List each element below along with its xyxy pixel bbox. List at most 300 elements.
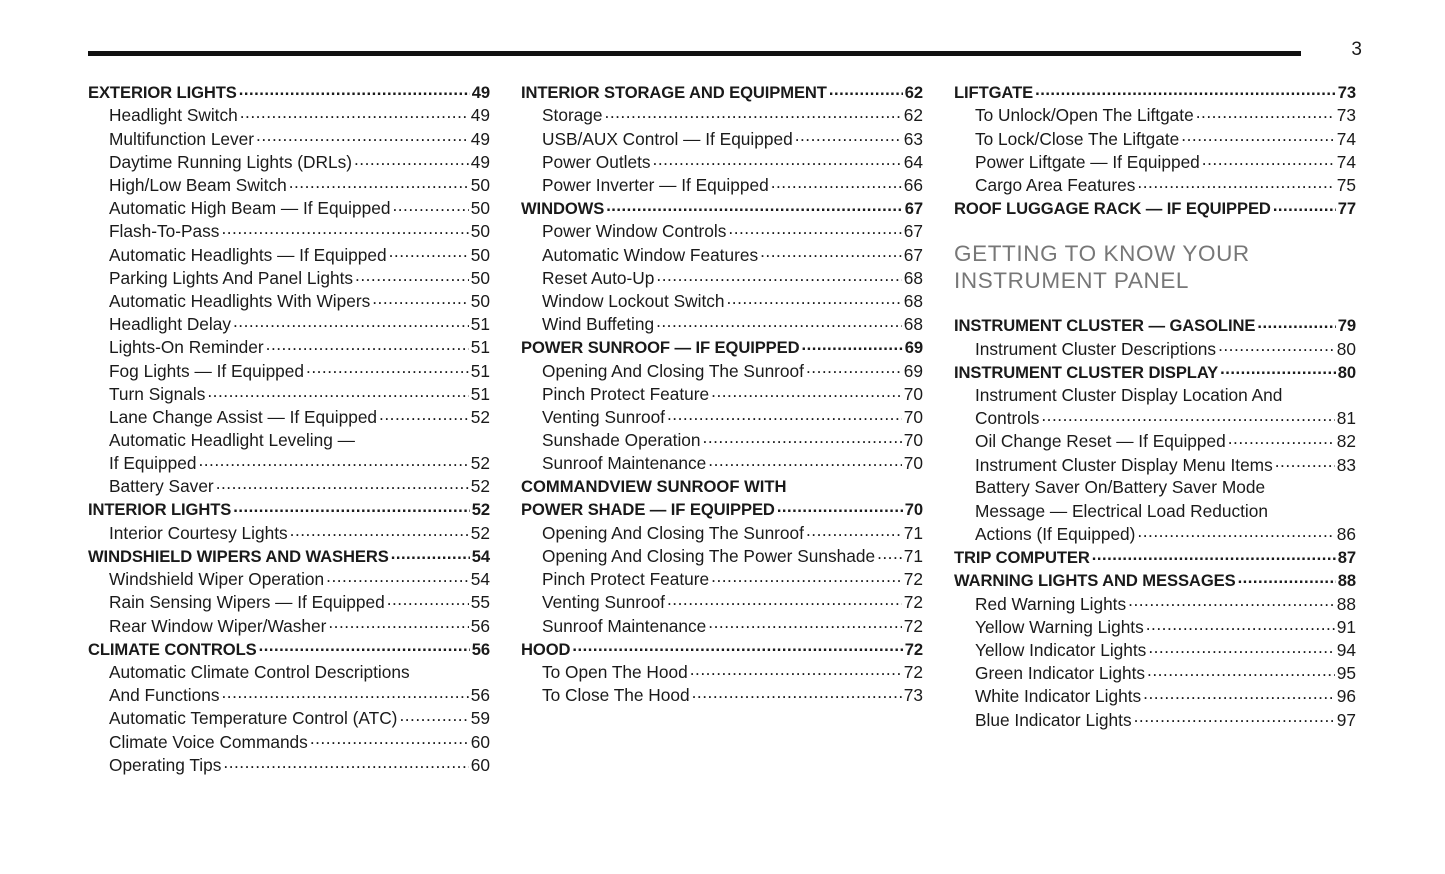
toc-entry-page: 51 (470, 360, 490, 381)
toc-subsection-link[interactable] (521, 243, 923, 266)
toc-subsection-link[interactable] (88, 197, 490, 220)
dot-leader (656, 313, 902, 330)
toc-entry (521, 243, 923, 266)
toc-entry-title: Operating Tips (109, 754, 222, 775)
toc-entry-title: Power Outlets (542, 151, 651, 172)
toc-subsection-link[interactable] (954, 151, 1356, 174)
toc-entry (521, 591, 923, 614)
dot-leader (387, 591, 469, 608)
toc-subsection-link[interactable] (88, 359, 490, 382)
toc-subsection-link[interactable] (88, 104, 490, 127)
toc-entry (521, 452, 923, 475)
toc-entry-page: 72 (903, 615, 923, 636)
section-heading-line: GETTING TO KNOW YOUR (954, 241, 1250, 267)
toc-subsection-link[interactable] (88, 382, 490, 405)
toc-entry-title: TRIP COMPUTER (954, 548, 1090, 567)
toc-entry-page: 51 (470, 314, 490, 335)
toc-entry-page: 73 (1337, 83, 1356, 102)
toc-subsection-link[interactable] (521, 313, 923, 336)
dot-leader (239, 81, 470, 98)
toc-entry-title: Fog Lights — If Equipped (109, 360, 305, 381)
toc-subsection-link[interactable] (88, 290, 490, 313)
toc-entry-page: 62 (904, 83, 923, 102)
dot-leader (290, 522, 469, 539)
toc-subsection-link[interactable] (954, 453, 1356, 476)
toc-entry (521, 313, 923, 336)
toc-subsection-link[interactable] (521, 429, 923, 452)
toc-entry (88, 730, 490, 753)
dot-leader (1035, 81, 1336, 98)
toc-entry (521, 614, 923, 637)
toc-subsection-link[interactable] (88, 406, 490, 429)
dot-leader (1146, 616, 1335, 633)
toc-subsection-link[interactable] (954, 708, 1356, 731)
toc-entry (521, 684, 923, 707)
toc-entry-title: INTERIOR STORAGE AND EQUIPMENT (521, 83, 827, 102)
toc-entry-title: POWER SHADE — IF EQUIPPED (521, 500, 775, 520)
toc-entry (88, 545, 490, 568)
dot-leader (667, 406, 902, 423)
toc-entry (521, 382, 923, 405)
toc-subsection-link[interactable] (88, 614, 490, 637)
toc-entry-title: Rain Sensing Wipers — If Equipped (109, 592, 385, 613)
toc-subsection-link[interactable] (88, 753, 490, 776)
toc-column-1 (88, 81, 490, 777)
toc-entry-title: INTERIOR LIGHTS (88, 500, 232, 520)
toc-entry-title: Battery Saver (109, 476, 214, 497)
dot-leader (1196, 104, 1335, 121)
toc-subsection-link[interactable] (88, 174, 490, 197)
dot-leader (1273, 197, 1336, 214)
toc-subsection-link[interactable] (88, 730, 490, 753)
toc-subsection-link[interactable] (88, 661, 490, 707)
toc-entry-page: 51 (470, 337, 490, 358)
toc-entry (954, 708, 1356, 731)
toc-entry-page: 62 (903, 105, 923, 126)
toc-entry (954, 592, 1356, 615)
toc-section-link[interactable] (521, 475, 923, 521)
toc-entry (88, 452, 490, 475)
toc-subsection-link[interactable] (954, 174, 1356, 197)
toc-entry-title: Actions (If Equipped) (975, 524, 1136, 545)
toc-entry (521, 197, 923, 220)
toc-entry (521, 429, 923, 452)
dot-leader (1148, 639, 1334, 656)
dot-leader (392, 197, 468, 214)
toc-entry (88, 475, 490, 498)
toc-entry-title: Reset Auto-Up (542, 267, 655, 288)
toc-subsection-link[interactable] (88, 429, 490, 475)
toc-entry-page: 56 (471, 639, 490, 659)
toc-entry-title-line: Automatic Climate Control Descriptions (109, 661, 410, 682)
toc-column-3 (954, 81, 1356, 732)
dot-leader (391, 545, 470, 562)
toc-entry-title: LIFTGATE (954, 83, 1034, 102)
toc-entry-page: 70 (904, 500, 923, 520)
toc-entry-page: 72 (903, 569, 923, 590)
toc-section-link[interactable] (88, 498, 490, 521)
toc-entry-title: Interior Courtesy Lights (109, 522, 288, 543)
toc-entry (954, 81, 1356, 104)
toc-section-link[interactable] (521, 197, 923, 220)
toc-entry (88, 336, 490, 359)
toc-subsection-link[interactable] (521, 545, 923, 568)
toc-entry-page: 70 (903, 430, 923, 451)
toc-subsection-link[interactable] (88, 127, 490, 150)
toc-entry-page: 73 (903, 685, 923, 706)
toc-entry-title: To Open The Hood (542, 661, 688, 682)
toc-entry (521, 498, 923, 521)
toc-entry (954, 546, 1356, 569)
toc-entry-title-line: Battery Saver On/Battery Saver Mode (975, 477, 1266, 498)
toc-entry-title: Opening And Closing The Sunroof (542, 360, 804, 381)
toc-entry-title: Lights-On Reminder (109, 337, 264, 358)
dot-leader (1275, 453, 1335, 470)
toc-entry (954, 639, 1356, 662)
toc-entry (954, 616, 1356, 639)
toc-entry-title: Storage (542, 105, 603, 126)
toc-entry-title: WINDOWS (521, 198, 605, 218)
toc-entry-page: 52 (470, 522, 490, 543)
toc-subsection-link[interactable] (954, 384, 1356, 430)
dot-leader (1092, 546, 1336, 563)
toc-entry-page: 82 (1336, 431, 1356, 452)
toc-entry-page: 52 (471, 500, 490, 520)
dot-leader (328, 614, 468, 631)
toc-entry-title: Blue Indicator Lights (975, 709, 1132, 730)
toc-entry-title: Flash-To-Pass (109, 221, 220, 242)
toc-section-link[interactable] (954, 81, 1356, 104)
toc-subsection-link[interactable] (88, 313, 490, 336)
toc-entry (954, 337, 1356, 360)
toc-entry (954, 127, 1356, 150)
dot-leader (233, 499, 470, 516)
dot-leader (1137, 523, 1334, 540)
toc-entry-page: 60 (470, 754, 490, 775)
toc-entry-title: Venting Sunroof (542, 592, 665, 613)
dot-leader (572, 638, 902, 655)
dot-leader (198, 452, 468, 469)
toc-entry-page: 70 (903, 383, 923, 404)
toc-entry-title: Wind Buffeting (542, 314, 655, 335)
toc-entry-page: 50 (470, 290, 490, 311)
toc-subsection-link[interactable] (88, 707, 490, 730)
toc-subsection-link[interactable] (521, 220, 923, 243)
dot-leader (606, 197, 903, 214)
toc-entry-title: INSTRUMENT CLUSTER DISPLAY (954, 362, 1219, 382)
dot-leader (605, 104, 902, 121)
toc-entry (521, 638, 923, 661)
toc-subsection-link[interactable] (954, 685, 1356, 708)
toc-entry-title: Rear Window Wiper/Washer (109, 615, 327, 636)
toc-entry-title: Controls (975, 408, 1040, 429)
toc-subsection-link[interactable] (954, 592, 1356, 615)
dot-leader (1041, 407, 1334, 424)
toc-subsection-link[interactable] (521, 614, 923, 637)
toc-section-link[interactable] (88, 545, 490, 568)
toc-section-link[interactable] (954, 361, 1356, 384)
toc-section-link[interactable] (954, 546, 1356, 569)
toc-entry (521, 522, 923, 545)
toc-entry (954, 430, 1356, 453)
dot-leader (711, 568, 902, 585)
toc-entry (954, 453, 1356, 476)
toc-entry-title: Oil Change Reset — If Equipped (975, 431, 1226, 452)
toc-subsection-link[interactable] (954, 639, 1356, 662)
toc-entry-title: Headlight Switch (109, 105, 238, 126)
toc-subsection-link[interactable] (521, 684, 923, 707)
toc-section-link[interactable] (521, 336, 923, 359)
toc-entry-page: 91 (1336, 616, 1356, 637)
toc-subsection-link[interactable] (521, 406, 923, 429)
toc-section-link[interactable] (88, 638, 490, 661)
toc-entry-page: 86 (1336, 524, 1356, 545)
dot-leader (877, 545, 902, 562)
toc-entry-page: 96 (1336, 686, 1356, 707)
toc-entry (954, 685, 1356, 708)
toc-entry (88, 151, 490, 174)
toc-entry-page: 72 (903, 661, 923, 682)
toc-section-link[interactable] (954, 569, 1356, 592)
toc-entry (88, 267, 490, 290)
toc-entry (88, 104, 490, 127)
toc-entry-title: Opening And Closing The Power Sunshade (542, 546, 876, 567)
toc-entry-page: 67 (904, 198, 923, 218)
toc-entry-title-line: Automatic Headlight Leveling — (109, 429, 355, 450)
toc-entry (521, 290, 923, 313)
toc-entry-page: 49 (470, 105, 490, 126)
toc-entry-title: Automatic Window Features (542, 244, 759, 265)
toc-entry-page: 80 (1337, 362, 1356, 382)
toc-subsection-link[interactable] (88, 568, 490, 591)
toc-entry-page: 54 (471, 546, 490, 566)
dot-leader (1238, 570, 1336, 587)
toc-entry-title: Pinch Protect Feature (542, 569, 710, 590)
toc-entry-title: Yellow Warning Lights (975, 616, 1144, 637)
toc-entry-title: To Close The Hood (542, 685, 690, 706)
toc-column-2 (521, 81, 923, 707)
toc-entry-title: Multifunction Lever (109, 128, 255, 149)
toc-section-link[interactable] (954, 314, 1356, 337)
toc-entry-title: EXTERIOR LIGHTS (88, 83, 237, 102)
dot-leader (1220, 361, 1336, 378)
dot-leader (399, 707, 468, 724)
toc-entry-title: Sunroof Maintenance (542, 615, 707, 636)
toc-entry (521, 336, 923, 359)
toc-entry (521, 220, 923, 243)
dot-leader (1218, 337, 1335, 354)
toc-entry-page: 71 (903, 522, 923, 543)
toc-entry (88, 313, 490, 336)
toc-entry-title: Instrument Cluster Display Menu Items (975, 454, 1273, 475)
toc-entry-page: 77 (1337, 198, 1356, 218)
toc-entry-page: 72 (903, 592, 923, 613)
toc-entry-title: Automatic High Beam — If Equipped (109, 198, 391, 219)
dot-leader (1181, 127, 1334, 144)
toc-entry (88, 568, 490, 591)
toc-subsection-link[interactable] (88, 243, 490, 266)
toc-entry-title: High/Low Beam Switch (109, 175, 287, 196)
dot-leader (802, 336, 903, 353)
toc-subsection-link[interactable] (521, 174, 923, 197)
dot-leader (216, 475, 469, 492)
toc-entry-page: 67 (903, 221, 923, 242)
toc-entry-page: 68 (903, 267, 923, 288)
dot-leader (653, 151, 902, 168)
dot-leader (310, 730, 469, 747)
toc-entry-page: 66 (903, 175, 923, 196)
toc-subsection-link[interactable] (88, 220, 490, 243)
toc-entry-page: 88 (1336, 593, 1356, 614)
toc-entry-title: Opening And Closing The Sunroof (542, 522, 804, 543)
toc-subsection-link[interactable] (521, 104, 923, 127)
toc-entry (521, 151, 923, 174)
toc-entry-page: 72 (904, 639, 923, 659)
toc-entry-title: Daytime Running Lights (DRLs) (109, 151, 352, 172)
toc-entry (954, 151, 1356, 174)
toc-entry-title: And Functions (109, 685, 220, 706)
toc-entry-page: 59 (470, 708, 490, 729)
dot-leader (372, 290, 469, 307)
toc-subsection-link[interactable] (88, 151, 490, 174)
toc-entry (88, 81, 490, 104)
toc-subsection-link[interactable] (521, 452, 923, 475)
dot-leader (656, 267, 901, 284)
dot-leader (389, 243, 469, 260)
toc-subsection-link[interactable] (521, 267, 923, 290)
toc-entry (521, 359, 923, 382)
dot-leader (1143, 685, 1335, 702)
dot-leader (760, 243, 902, 260)
toc-section-link[interactable] (88, 81, 490, 104)
toc-entry (521, 545, 923, 568)
dot-leader (728, 220, 901, 237)
toc-subsection-link[interactable] (954, 616, 1356, 639)
toc-entry-page: 54 (470, 569, 490, 590)
toc-entry-page: 50 (470, 221, 490, 242)
toc-entry-page: 80 (1336, 338, 1356, 359)
toc-entry-page: 63 (903, 128, 923, 149)
dot-leader (703, 429, 902, 446)
toc-entry (88, 753, 490, 776)
toc-entry-title-line: Message — Electrical Load Reduction (975, 500, 1268, 521)
toc-entry-title: Instrument Cluster Descriptions (975, 338, 1217, 359)
toc-subsection-link[interactable] (88, 591, 490, 614)
dot-leader (306, 359, 469, 376)
toc-entry (88, 522, 490, 545)
toc-entry (954, 174, 1356, 197)
toc-subsection-link[interactable] (521, 359, 923, 382)
dot-leader (795, 127, 902, 144)
toc-subsection-link[interactable] (954, 430, 1356, 453)
toc-subsection-link[interactable] (521, 661, 923, 684)
toc-subsection-link[interactable] (521, 522, 923, 545)
toc-subsection-link[interactable] (521, 568, 923, 591)
toc-entry-title: Power Inverter — If Equipped (542, 175, 769, 196)
dot-leader (223, 753, 468, 770)
toc-entry-page: 56 (470, 615, 490, 636)
dot-leader (379, 406, 469, 423)
dot-leader (221, 220, 468, 237)
toc-entry (88, 707, 490, 730)
toc-entry-page: 64 (903, 151, 923, 172)
toc-subsection-link[interactable] (954, 337, 1356, 360)
toc-entry-title: HOOD (521, 639, 571, 659)
toc-entry-title: Automatic Headlights — If Equipped (109, 244, 387, 265)
toc-section-link[interactable] (521, 81, 923, 104)
toc-subsection-link[interactable] (521, 127, 923, 150)
toc-entry-page: 68 (903, 290, 923, 311)
toc-entry-title: Venting Sunroof (542, 406, 665, 427)
toc-subsection-link[interactable] (954, 127, 1356, 150)
dot-leader (266, 336, 469, 353)
toc-entry (88, 591, 490, 614)
toc-entry (954, 662, 1356, 685)
toc-entry-title: INSTRUMENT CLUSTER — GASOLINE (954, 316, 1256, 336)
toc-entry (88, 638, 490, 661)
toc-section-link[interactable] (521, 638, 923, 661)
toc-entry-title: Green Indicator Lights (975, 663, 1146, 684)
toc-subsection-link[interactable] (521, 151, 923, 174)
toc-entry-page: 52 (470, 476, 490, 497)
toc-entry-title-line: Instrument Cluster Display Location And (975, 384, 1283, 405)
dot-leader (326, 568, 469, 585)
toc-subsection-link[interactable] (954, 104, 1356, 127)
toc-entry-title: Power Window Controls (542, 221, 727, 242)
dot-leader (1228, 430, 1335, 447)
toc-entry-title: Automatic Temperature Control (ATC) (109, 708, 398, 729)
toc-entry-page: 51 (470, 383, 490, 404)
dot-leader (354, 151, 469, 168)
toc-entry (88, 290, 490, 313)
toc-entry-page: 79 (1337, 316, 1356, 336)
toc-subsection-link[interactable] (521, 591, 923, 614)
toc-subsection-link[interactable] (521, 382, 923, 405)
dot-leader (1128, 592, 1335, 609)
toc-entry-title: Turn Signals (109, 383, 206, 404)
header-rule (88, 51, 1301, 56)
toc-subsection-link[interactable] (88, 267, 490, 290)
toc-entry (954, 407, 1356, 430)
toc-subsection-link[interactable] (88, 475, 490, 498)
toc-entry-page: 56 (470, 685, 490, 706)
toc-entry (88, 174, 490, 197)
toc-section-link[interactable] (954, 197, 1356, 220)
dot-leader (667, 591, 902, 608)
toc-entry (521, 267, 923, 290)
dot-leader (1134, 708, 1335, 725)
toc-subsection-link[interactable] (88, 336, 490, 359)
toc-entry-page: 49 (471, 83, 490, 102)
toc-entry-title: To Unlock/Open The Liftgate (975, 105, 1194, 126)
toc-subsection-link[interactable] (954, 662, 1356, 685)
dot-leader (692, 684, 902, 701)
dot-leader (1147, 662, 1335, 679)
dot-leader (708, 452, 901, 469)
toc-entry-page: 68 (903, 314, 923, 335)
dot-leader (1137, 174, 1334, 191)
toc-subsection-link[interactable] (954, 476, 1356, 546)
toc-entry-title: Cargo Area Features (975, 175, 1136, 196)
toc-subsection-link[interactable] (88, 522, 490, 545)
toc-entry-title: Climate Voice Commands (109, 731, 308, 752)
toc-entry (521, 568, 923, 591)
toc-entry-title: Parking Lights And Panel Lights (109, 267, 354, 288)
toc-entry-title: Yellow Indicator Lights (975, 640, 1147, 661)
toc-entry-page: 70 (903, 453, 923, 474)
toc-subsection-link[interactable] (521, 290, 923, 313)
dot-leader (1202, 151, 1335, 168)
